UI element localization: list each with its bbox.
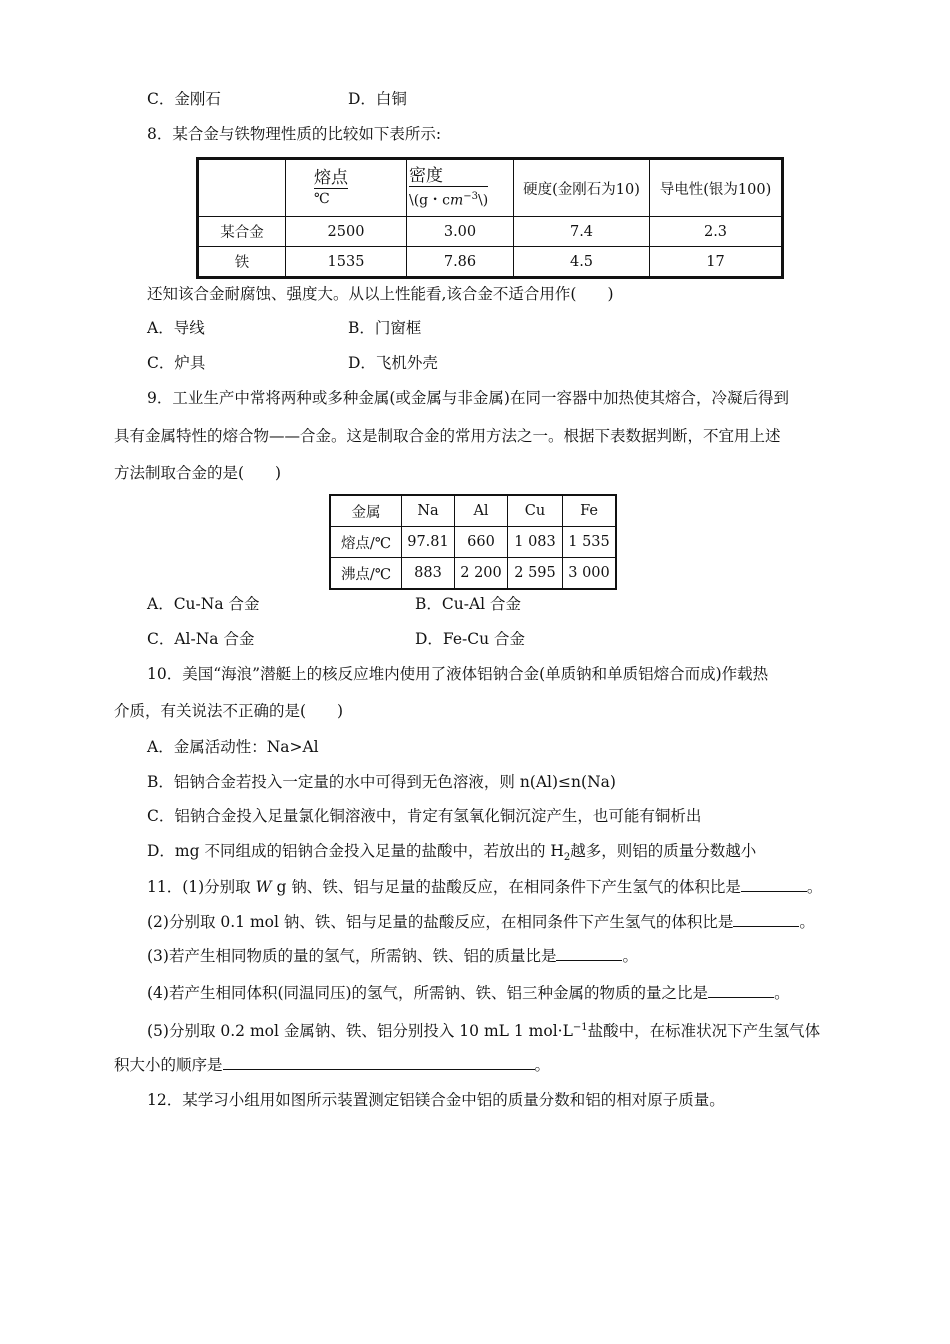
metal-properties-table [329, 494, 617, 590]
hardness-value: 4.5 [514, 247, 650, 278]
q8-option-b: B．门窗框 [348, 319, 422, 337]
density-value: 7.86 [407, 247, 514, 278]
q11-part-3: (3)若产生相同物质的量的氢气，所需钠、铁、铝的质量比是 。 [147, 947, 638, 965]
q8-option-a: A．导线 [147, 319, 205, 337]
melting-point-value: 1535 [286, 247, 407, 278]
row-label: 沸点/℃ [330, 558, 402, 590]
q7-option-d: D．白铜 [348, 90, 407, 108]
q11-part-5-line-2: 积大小的顺序是 。 [114, 1056, 551, 1074]
table-header-row [330, 495, 616, 527]
answer-blank[interactable] [708, 997, 774, 998]
q9-option-c: C．Al-Na 合金 [147, 630, 255, 648]
conductivity-header: 导电性(银为100) [650, 159, 783, 217]
q9-option-d: D．Fe-Cu 合金 [415, 630, 526, 648]
header-cell: Al [455, 495, 508, 527]
q8-option-c: C．炉具 [147, 354, 206, 372]
table-cell: 3 000 [563, 558, 617, 590]
q8-followup: 还知该合金耐腐蚀、强度大。从以上性能看,该合金不适合用作( ) [147, 285, 614, 303]
q11-part-2: (2)分别取 0.1 mol 钠、铁、铝与足量的盐酸反应，在相同条件下产生氢气的体积比是 。 [147, 913, 815, 931]
table-cell: 1 535 [563, 527, 617, 558]
table-row [330, 527, 616, 558]
melting-point-value: 2500 [286, 217, 407, 247]
q8-stem: 8．某合金与铁物理性质的比较如下表所示: [147, 125, 442, 143]
q9-option-a: A．Cu-Na 合金 [147, 595, 260, 613]
q9-line-3: 方法制取合金的是( ) [114, 464, 282, 482]
table-cell: 883 [402, 558, 455, 590]
row-name: 铁 [198, 247, 286, 278]
hardness-header: 硬度(金刚石为10) [514, 159, 650, 217]
answer-blank[interactable] [741, 891, 807, 892]
q12-stem: 12．某学习小组用如图所示装置测定铝镁合金中铝的质量分数和铝的相对原子质量。 [147, 1091, 725, 1109]
conductivity-value: 17 [650, 247, 783, 278]
q11-part-5: (5)分别取 0.2 mol 金属钠、铁、铝分别投入 10 mL 1 $mol\cdot L^{-1}$盐酸中，在标准状况下产生氢气体 [147, 1022, 821, 1041]
table-row [330, 558, 616, 590]
table-row [198, 247, 783, 278]
row-label: 熔点/℃ [330, 527, 402, 558]
density-header: $\frac{\text{密度}}{\backslash(g・cm^{-3}\backslash)}$ [407, 159, 514, 217]
row-name: 某合金 [198, 217, 286, 247]
header-cell: Na [402, 495, 455, 527]
q8-option-d: D．飞机外壳 [348, 354, 438, 372]
table-row [198, 217, 783, 247]
melting-point-header: $\frac{\text{熔点}}{℃}$ [286, 159, 407, 217]
hardness-value: 7.4 [514, 217, 650, 247]
table-corner-cell [198, 159, 286, 217]
table-cell: 1 083 [508, 527, 563, 558]
q7-option-c: C．金刚石 [147, 90, 221, 108]
q11-part-1: 11．(1)分别取 W g 钠、铁、铝与足量的盐酸反应，在相同条件下产生氢气的体积比是 。 [147, 878, 823, 896]
answer-blank[interactable] [556, 960, 622, 961]
table-cell: 2 595 [508, 558, 563, 590]
header-cell: 金属 [330, 495, 402, 527]
q9-option-b: B．Cu-Al 合金 [415, 595, 522, 613]
q10-line-1: 10．美国“海浪”潜艇上的核反应堆内使用了液体铝钠合金(单质钠和单质铝熔合而成)作载热 [147, 665, 769, 683]
header-cell: Fe [563, 495, 617, 527]
conductivity-value: 2.3 [650, 217, 783, 247]
q10-line-2: 介质，有关说法不正确的是( ) [114, 702, 344, 720]
q11-part-4: (4)若产生相同体积(同温同压)的氢气，所需钠、铁、铝三种金属的物质的量之比是 。 [147, 984, 790, 1002]
q9-line-1: 9．工业生产中常将两种或多种金属(或金属与非金属)在同一容器中加热使其熔合，冷凝后得到 [147, 389, 789, 407]
alloy-iron-comparison-table [196, 157, 784, 279]
table-cell: 97.81 [402, 527, 455, 558]
header-cell: Cu [508, 495, 563, 527]
q10-option-b: B．铝钠合金若投入一定量的水中可得到无色溶液，则 n(Al)≤n(Na) [147, 773, 616, 791]
table-cell: 2 200 [455, 558, 508, 590]
answer-blank[interactable] [223, 1069, 535, 1070]
q10-option-a: A．金属活动性：Na>Al [147, 738, 319, 756]
q10-option-c: C．铝钠合金投入足量氯化铜溶液中，肯定有氢氧化铜沉淀产生，也可能有铜析出 [147, 807, 702, 825]
answer-blank[interactable] [733, 926, 799, 927]
q9-line-2: 具有金属特性的熔合物——合金。这是制取合金的常用方法之一。根据下表数据判断，不宜用上述 [114, 427, 781, 445]
q10-option-d: D．mg 不同组成的铝钠合金投入足量的盐酸中，若放出的 $H_2$越多，则铝的质量分数越小 [147, 842, 757, 864]
table-cell: 660 [455, 527, 508, 558]
density-value: 3.00 [407, 217, 514, 247]
